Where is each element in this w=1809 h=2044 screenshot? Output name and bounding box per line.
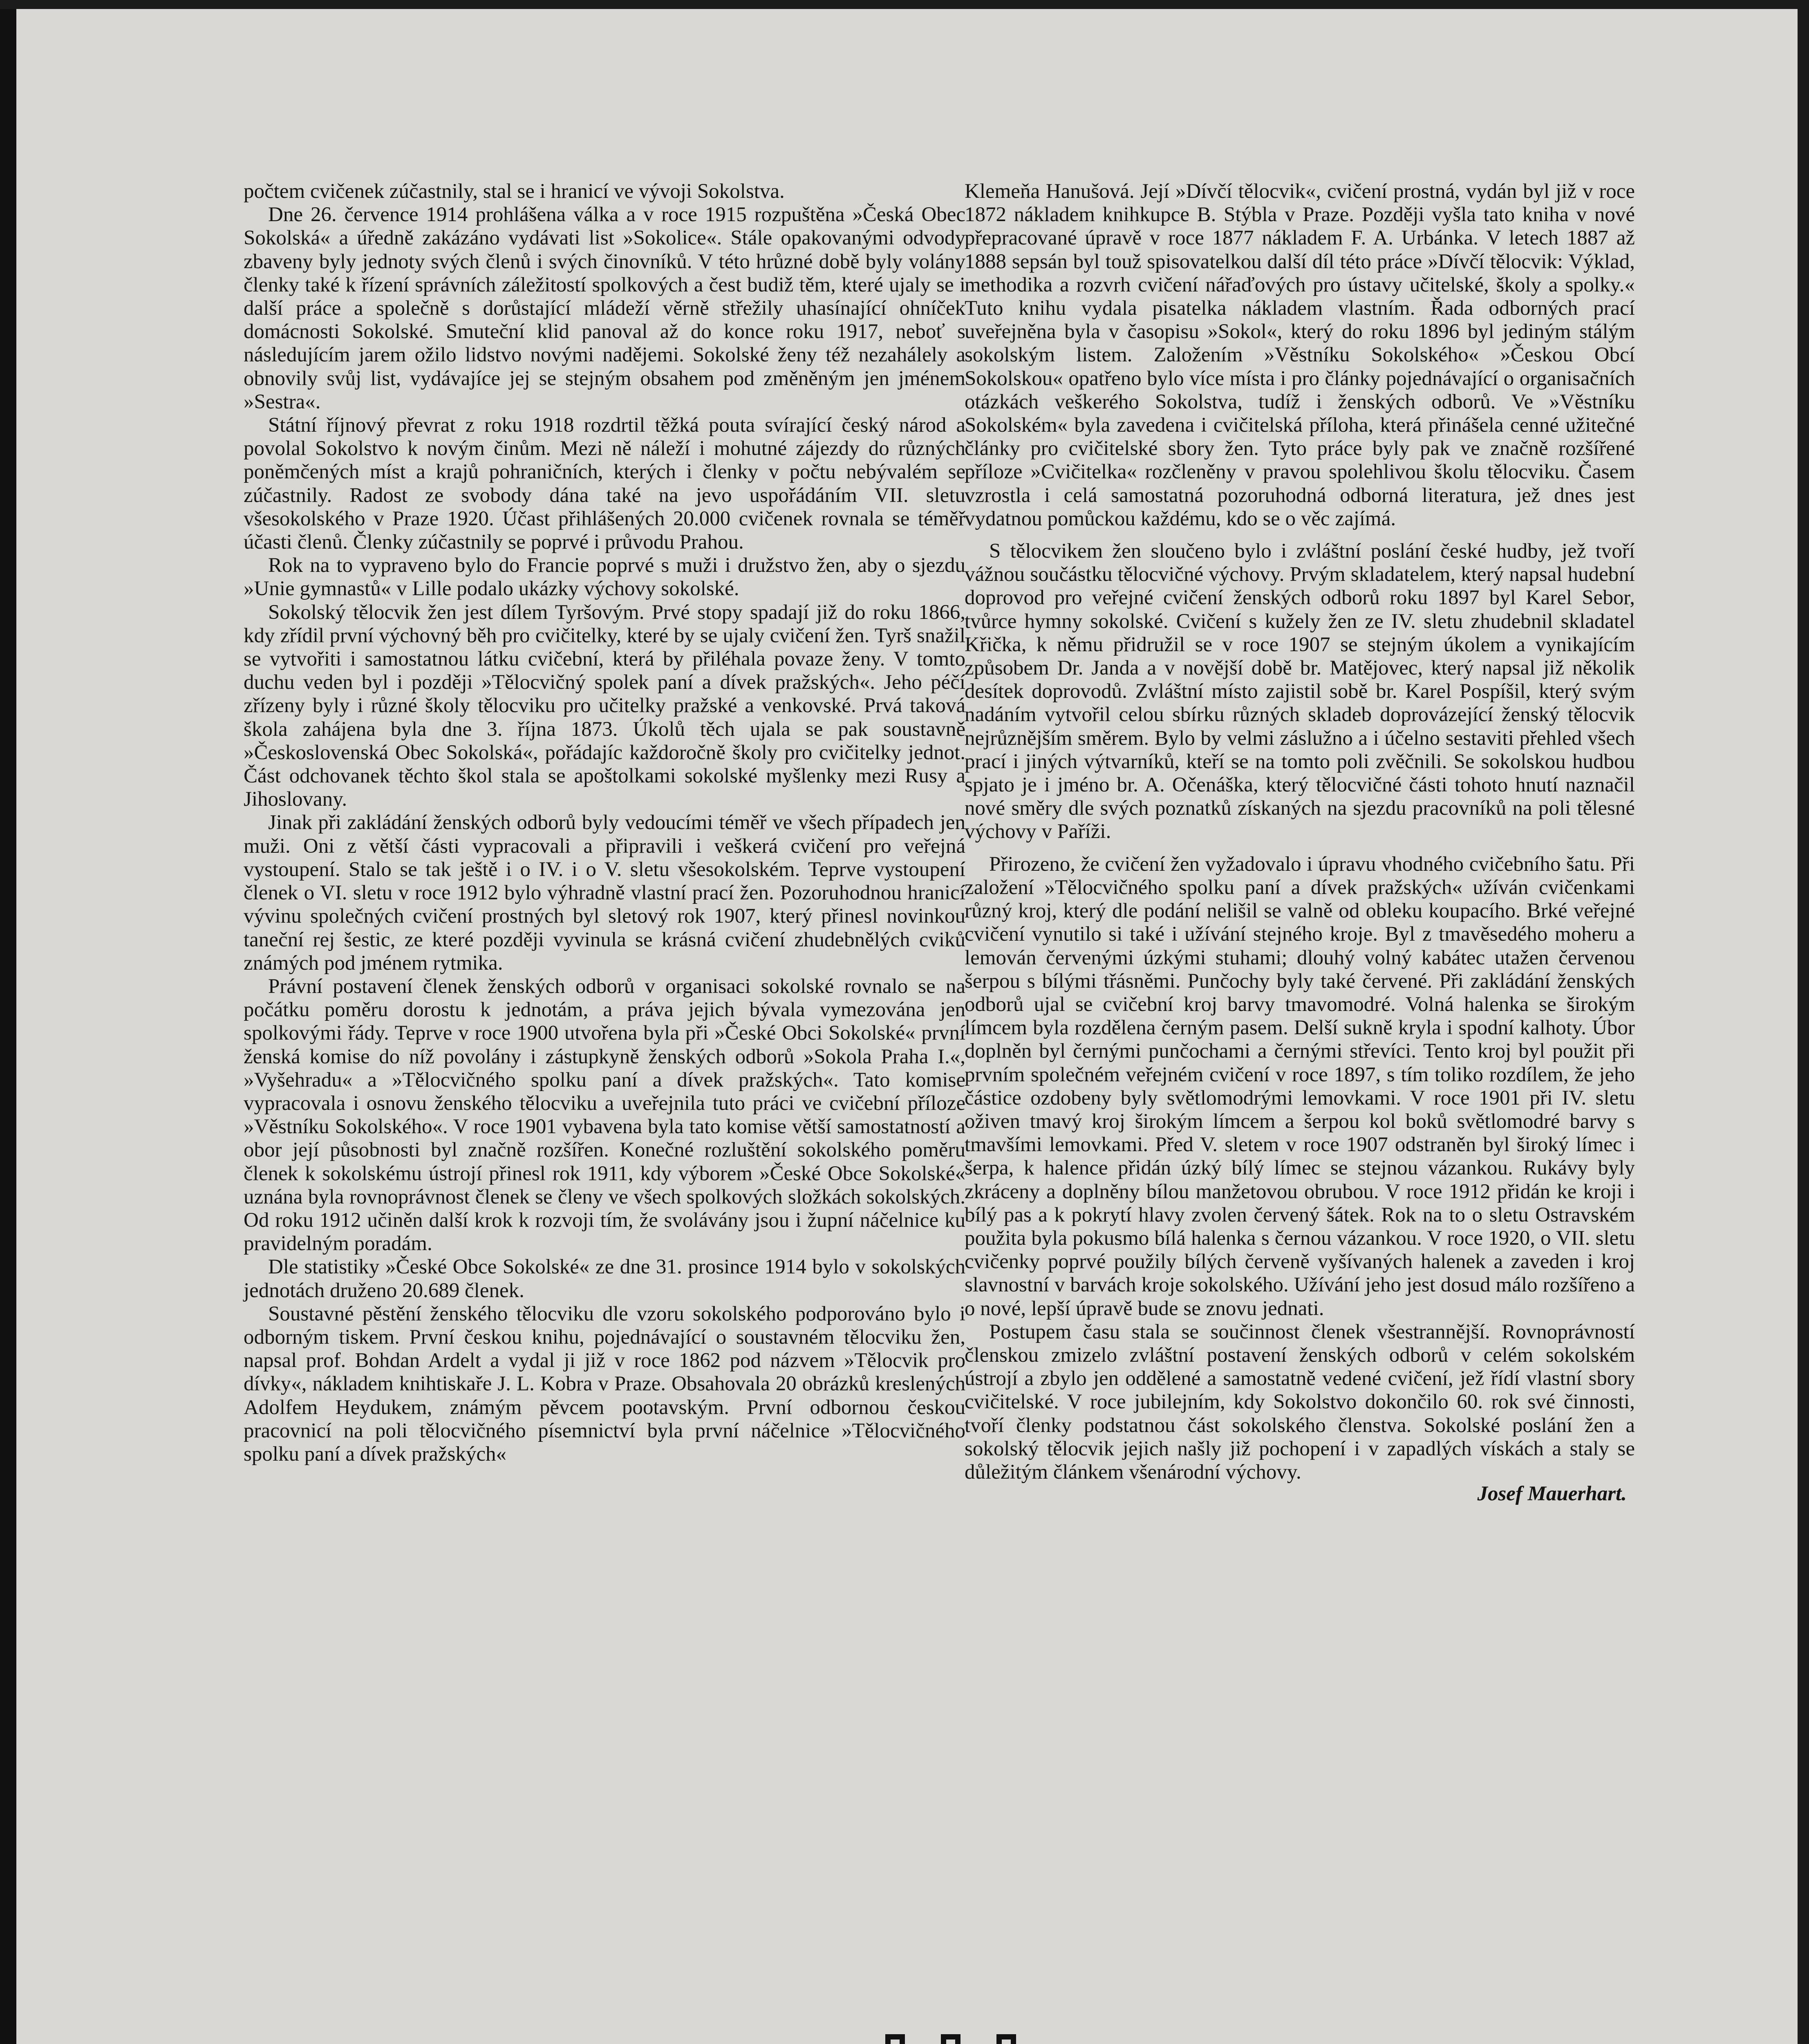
paragraph: Dne 26. července 1914 prohlášena válka a v roce 1915 rozpuštěna »Česká Obec Sokolská« a úředně zakázáno vydávati list »Sokolice«. Stále opakovanými odvody zbaveny byly jednoty svých členů i svých činovníků. V této hrůzné době byly volány členky také k řízení správních záležitostí spolkových a čest budiž těm, které ujaly se i další práce a společně s dorůstající mládeží věrně střežily uhasínající ohníček domácnosti Sokolské. Smuteční klid panoval až do konce roku 1917, neboť s následujícím jarem ožilo lidstvo novými nadějemi. Sokolské ženy též nezahálely a obnovily svůj list, vydávajíce jej se stejným obsahem pod změněným jen jménem »Sestra«. [244,203,965,413]
paragraph: S tělocvikem žen sloučeno bylo i zvláštní poslání české hudby, jež tvoří vážnou součástku tělocvičné výchovy. Prvým skladatelem, který napsal hudební doprovod pro veřejné cvičení ženských odborů roku 1897 byl Karel Sebor, tvůrce hymny sokolské. Cvičení s kužely žen ze IV. sletu zhudebnil skladatel Křička, k němu přidružil se v roce 1907 se stejným úkolem a vynikajícím způsobem Dr. Janda a v novější době br. Matějovec, který napsal již několik desítek doprovodů. Zvláštní místo zajistil sobě br. Karel Pospíšil, který svým nadáním vytvořil celou sbírku různých skladeb doprovázející ženský tělocvik nejrůznějším směrem. Bylo by velmi záslužno a i účelno sestaviti přehled všech prací i jiných výtvarníků, kteří se na tomto poli zvěčnili. Se sokolskou hudbou spjato je i jméno br. A. Očenáška, který tělocvičné části tohoto hnutí naznačil nové směry dle svých poznatků získaných na sjezdu pracovníků na poli tělesné výchovy v Paříži. [965,540,1635,843]
author-signature: Josef Mauerhart. [1477,1482,1627,1506]
paragraph: Dle statistiky »České Obce Sokolské« ze dne 31. prosince 1914 bylo v sokolských jednotách druženo 20.689 členek. [244,1255,965,1302]
left-column [244,180,965,1466]
right-column [965,180,1635,1506]
scan-edge-right [1798,0,1809,2044]
paragraph: Soustavné pěstění ženského tělocviku dle vzoru sokolského podporováno bylo i odborným tiskem. První českou knihu, pojednávající o soustavném tělocviku žen, napsal prof. Bohdan Ardelt a vydal ji již v roce 1862 pod názvem »Tělocvik pro dívky«, nákladem knihtiskaře J. L. Kobra v Praze. Obsahovala 20 obrázků kreslených Adolfem Heydukem, známým pěvcem pootavským. První odbornou českou pracovnicí na poli tělocvičného písemnictví byla první náčelnice »Tělocvičného spolku paní a dívek pražských« [244,1302,965,1466]
square-icon [996,2034,1016,2044]
paragraph: počtem cvičenek zúčastnily, stal se i hranicí ve vývoji Sokolstva. [244,180,785,203]
paragraph: Státní říjnový převrat z roku 1918 rozdrtil těžká pouta svírající český národ a povolal Sokolstvo k novým činům. Mezi ně náleží i mohutné zájezdy do různých poněmčených míst a krajů pohraničních, kterých i členky v počtu nebývalém se zúčastnily. Radost ze svobody dána také na jevo uspořádáním VII. sletu všesokolského v Praze 1920. Účast přihlášených 20.000 cvičenek rovnala se téměř účasti členů. Členky zúčastnily se poprvé i průvodu Prahou. [244,414,965,554]
paragraph: Přirozeno, že cvičení žen vyžadovalo i úpravu vhodného cvičebního šatu. Při založení »Tělocvičného spolku paní a dívek pražských« užíván cvičenkami různý kroj, který dle podání nelišil se valně od obleku koupacího. Brké veřejné cvičení vynutilo si také i užívání stejného kroje. Byl z tmavěsedého moheru a lemován červenými úzkými stuhami; dlouhý volný kabátec utažen červenou šerpou s bílými třásněmi. Punčochy byly také červené. Při zakládání ženských odborů ujal se cvičební kroj barvy tmavomodré. Volná halenka se širokým límcem byla rozdělena černým pasem. Delší sukně kryla i spodní kalhoty. Úbor doplněn byl černými punčochami a černými střevíci. Tento kroj byl použit při prvním společném veřejném cvičení v roce 1897, s tím toliko rozdílem, že jeho částice ozdobeny byly světlomodrými lemovkami. V roce 1901 při IV. sletu oživen tmavý kroj širokým límcem a šerpou kol boků světlomodré barvy s tmavšími lemovkami. Před V. sletem v roce 1907 odstraněn byl široký límec i šerpa, k halence přidán úzký bílý límec se stejnou vázankou. Rukávy byly zkráceny a doplněny bílou manžetovou obrubou. V roce 1912 přidán ke kroji i bílý pas a k pokrytí hlavy zvolen červený šátek. Rok na to o sletu Ostravském použita byla pokusmo bílá halenka s černou vázankou. V roce 1920, o VII. sletu cvičenky poprvé použily bílých červeně vyšívaných halenek a zaveden i kroj slavnostní v barvách kroje sokolského. Užívání jeho jest dosud málo rozšířeno a o nové, lepší úpravě bude se znovu jednati. [965,852,1635,1320]
square-icon [941,2034,960,2044]
paragraph: Postupem času stala se součinnost členek všestrannější. Rovnoprávností členskou zmizelo zvláštní postavení ženských odborů v celém sokolském ústrojí a zbylo jen oddělené a samostatně vedené cvičení, jež řídí vlastní sbory cvičitelské. V roce jubilejním, kdy Sokolstvo dokončilo 60. rok své činnosti, tvoří členky podstatnou část sokolského členstva. Sokolské poslání žen a sokolský tělocvik jejich našly již pochopení i v zapadlých vískách a staly se důležitým článkem všenárodní výchovy. [965,1320,1635,1484]
paragraph: Jinak při zakládání ženských odborů byly vedoucími téměř ve všech případech jen muži. Oni z větší části vypracovali a připravili i veškerá cvičení pro veřejná vystoupení. Stalo se tak ještě i o IV. i o V. sletu všesokolském. Teprve vystoupení členek o VI. sletu v roce 1912 bylo výhradně vlastní prací žen. Pozoruhodnou hranicí vývinu společných cvičení prostných byl sletový rok 1907, který přinesl novinkou taneční rej šestic, ze které později vyvinula se krásná cvičení zhudebnělých cviků známých pod jménem rytmika. [244,811,965,975]
paragraph: Právní postavení členek ženských odborů v organisaci sokolské rovnalo se na počátku poměru dorostu k jednotám, a práva jejich bývala vymezována jen spolkovými řády. Teprve v roce 1900 utvořena byla při »České Obci Sokolské« první ženská komise do níž povolány i zástupkyně ženských odborů »Sokola Praha I.«, »Vyšehradu« a »Tělocvičného spolku paní a dívek pražských«. Tato komise vypracovala i osnovu ženského tělocviku a uveřejnila tuto práci ve cvičební příloze »Věstníku Sokolského«. V roce 1901 vybavena byla tato komise větší samostatností a obor její působnosti byl značně rozšířen. Konečné rozluštění sokolského poměru členek k sokolskému ústrojí přinesl rok 1911, kdy výborem »České Obce Sokolské« uznána byla rovnoprávnost členek se členy ve všech spolkových složkách sokolských. Od roku 1912 učiněn další krok k rozvoji tím, že svolávány jsou i župní náčelnice ku pravidelným poradám. [244,975,965,1255]
scan-edge-top [0,0,1809,9]
scan-edge-left [0,0,16,2044]
paragraph: Klemeňa Hanušová. Její »Dívčí tělocvik«, cvičení prostná, vydán byl již v roce 1872 nákladem knihkupce B. Stýbla v Praze. Později vyšla tato kniha v nové přepracované úpravě v roce 1877 nákladem F. A. Urbánka. V letech 1887 až 1888 sepsán byl touž spisovatelkou další díl této práce »Dívčí tělocvik: Výklad, methodika a rozvrh cvičení nářaďových pro ústavy učitelské, školy a spolky.« Tuto knihu vydala pisatelka nákladem vlastním. Řada odborných prací uveřejněna byla v časopisu »Sokol«, který do roku 1896 byl jediným stálým sokolským listem. Založením »Věstníku Sokolského« »Českou Obcí Sokolskou« opatřeno bylo více místa i pro články pojednávající o organisačních otázkách veškerého Sokolstva, tudíž i ženských odborů. Ve »Věstníku Sokolském« byla zavedena i cvičitelská příloha, která přinášela cenné užitečné články pro cvičitelské sbory žen. Tyto práce byly pak ve značně rozšířené příloze »Cvičitelka« rozčleněny v pravou spolehlivou školu tělocviku. Časem vzrostla i celá samostatná pozoruhodná odborná literatura, jež dnes jest vydatnou pomůckou každému, kdo se o věc zajímá. [965,180,1635,530]
paragraph: Sokolský tělocvik žen jest dílem Tyršovým. Prvé stopy spadají již do roku 1866, kdy zřídil první výchovný běh pro cvičitelky, které by se ujaly cvičení žen. Tyrš snažil se vytvořiti i samostatnou látku cvičební, která by přiléhala povaze ženy. V tomto duchu veden byl i později »Tělocvičný spolek paní a dívek pražských«. Jeho péčí zřízeny byly i různé školy tělocviku pro učitelky pražské a venkovské. Prvá taková škola zahájena byla dne 3. října 1873. Úkolů těch ujala se pak soustavně »Československá Obec Sokolská«, pořádajíc každoročně školy pro cvičitelky jednot. Část odchovanek těchto škol stala se apoštolkami sokolské myšlenky mezi Rusy a Jihoslovany. [244,601,965,811]
section-separator [885,2028,1016,2044]
square-icon [885,2034,905,2044]
paragraph: Rok na to vypraveno bylo do Francie poprvé s muži i družstvo žen, aby o sjezdu »Unie gymnastů« v Lille podalo ukázky výchovy sokolské. [244,554,965,601]
